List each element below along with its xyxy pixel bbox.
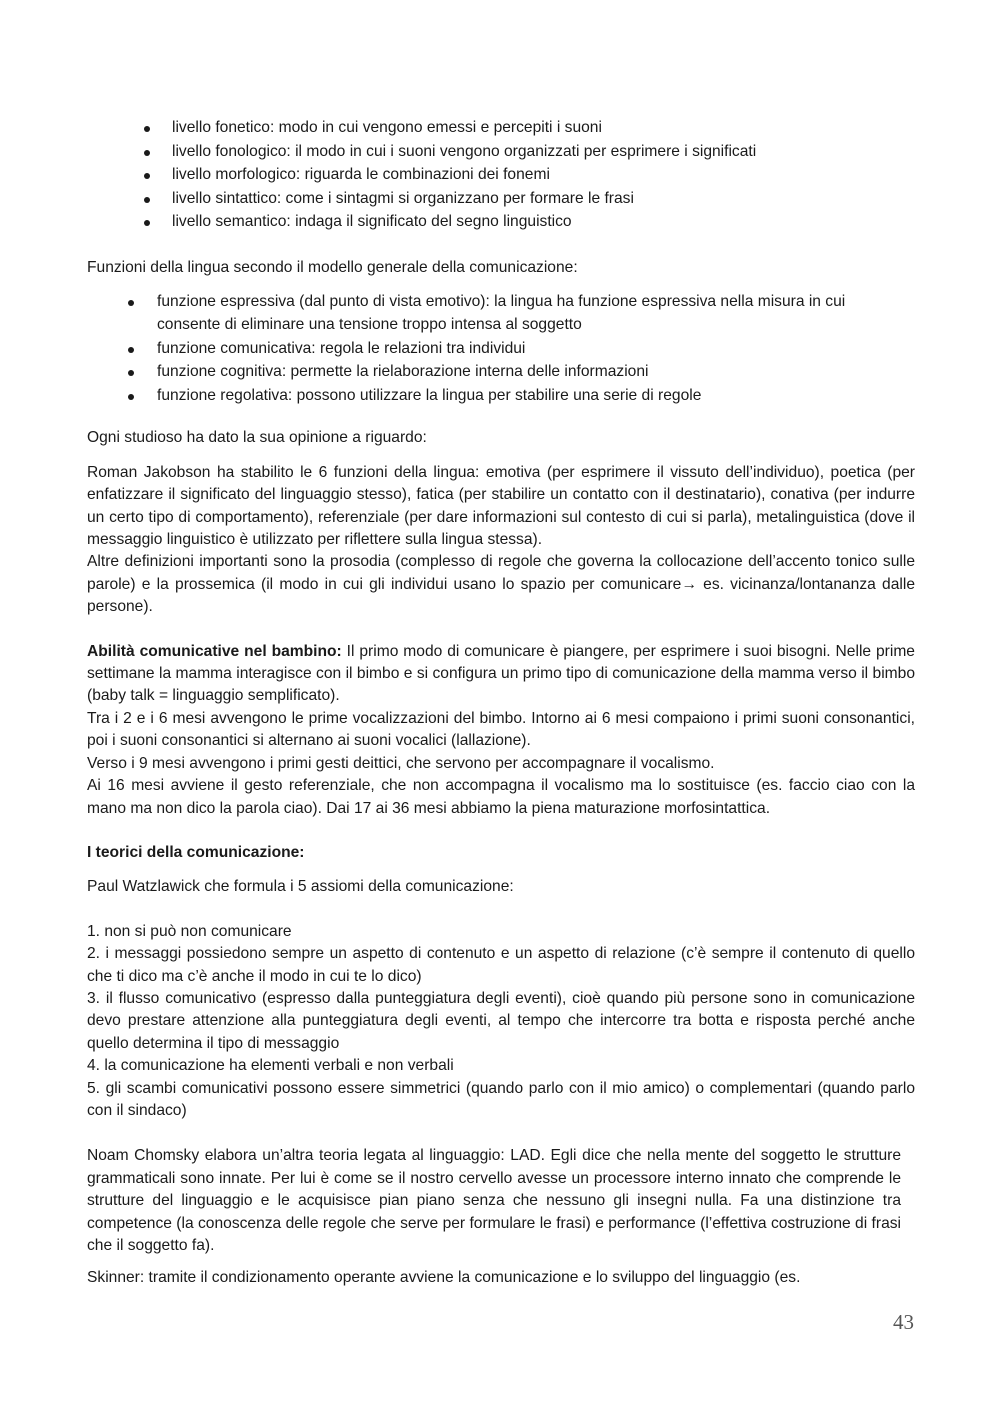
section-heading: Abilità comunicative nel bambino: xyxy=(87,642,342,660)
jakobson-paragraph: Roman Jakobson ha stabilito le 6 funzioni della lingua: emotiva (per esprimere il vissuto dell’individuo), poetica (per enfatizzare il significato del linguaggio stesso), fatica (per stabilire un contatto con il destinatario), conativa (per indurre un certo tipo di comportamento), referenziale (per dare informazioni sul contesto di cui si parla), metalinguistica (dove il messaggio linguistico è utilizzato per riflettere sulla lingua stessa). xyxy=(87,463,915,549)
functions-intro: Funzioni della lingua secondo il modello generale della comunicazione: xyxy=(87,258,578,276)
child-paragraph: Verso i 9 mesi avvengono i primi gesti deittici, che servono per accompagnare il vocalismo. xyxy=(87,754,715,772)
axioms-list xyxy=(87,921,915,1123)
list-item: livello sintattico: come i sintagmi si organizzano per formare le frasi xyxy=(87,187,915,211)
list-item: funzione cognitiva: permette la rielaborazione interna delle informazioni xyxy=(87,360,893,384)
list-item: livello semantico: indaga il significato del segno linguistico xyxy=(87,210,915,234)
list-item: funzione regolativa: possono utilizzare la lingua per stabilire una serie di regole xyxy=(87,384,893,408)
watzlawick-intro: Paul Watzlawick che formula i 5 assiomi della comunicazione: xyxy=(87,878,514,896)
section-heading: I teorici della comunicazione: xyxy=(87,843,305,861)
language-functions-list xyxy=(87,290,915,408)
axiom-item: 3. il flusso comunicativo (espresso dalla punteggiatura degli eventi), cioè quando più persone sono in comunicazione devo prestare attenzione alla punteggiatura degli eventi, al tempo che intercorre tra botta e risposta perché anche quello determina il tipo di messaggio xyxy=(87,989,915,1052)
child-paragraph: Tra i 2 e i 6 mesi avvengono le prime vocalizzazioni del bimbo. Intorno ai 6 mesi compaiono i primi suoni consonantici, poi i suoni consonantici si alternano ai suoni vocalici (lallazione). xyxy=(87,709,915,750)
skinner-paragraph: Skinner: tramite il condizionamento operante avviene la comunicazione e lo sviluppo del linguaggio (es. xyxy=(87,1269,801,1287)
linguistic-levels-list xyxy=(87,116,915,234)
axiom-item: 4. la comunicazione ha elementi verbali e non verbali xyxy=(87,1057,454,1075)
axiom-item: 1. non si può non comunicare xyxy=(87,922,292,940)
list-item: funzione espressiva (dal punto di vista emotivo): la lingua ha funzione espressiva nella misura in cui consente di eliminare una tensione troppo intensa al soggetto xyxy=(87,290,893,337)
list-item: funzione comunicativa: regola le relazioni tra individui xyxy=(87,337,893,361)
opinion-intro: Ogni studioso ha dato la sua opinione a riguardo: xyxy=(87,429,427,447)
document-page xyxy=(87,116,915,1290)
prosody-paragraph: Altre definizioni importanti sono la prosodia (complesso di regole che governa la collocazione dell’accento tonico sulle parole) e la prossemica (il modo in cui gli individui usano lo spazio per comunicare→ es. vicinanza/lontananza dalle persone). xyxy=(87,553,915,616)
list-item: livello morfologico: riguarda le combinazioni dei fonemi xyxy=(87,163,915,187)
list-item: livello fonetico: modo in cui vengono emessi e percepiti i suoni xyxy=(87,116,915,140)
list-item: livello fonologico: il modo in cui i suoni vengono organizzati per esprimere i significati xyxy=(87,140,915,164)
page-number: 43 xyxy=(893,1310,914,1334)
axiom-item: 2. i messaggi possiedono sempre un aspetto di contenuto e un aspetto di relazione (c’è sempre il contenuto di quello che ti dico ma c’è anche il modo in cui te lo dico) xyxy=(87,945,915,985)
axiom-item: 5. gli scambi comunicativi possono essere simmetrici (quando parlo con il mio amico) o complementari (quando parlo con il sindaco) xyxy=(87,1079,915,1119)
child-paragraph: Ai 16 mesi avviene il gesto referenziale, che non accompagna il vocalismo ma lo sostituisce (es. faccio ciao con la mano ma non dico la parola ciao). Dai 17 ai 36 mesi abbiamo la piena maturazione morfosintattica. xyxy=(87,777,915,817)
child-paragraph-text: Il primo modo di comunicare è piangere, per esprimere i suoi bisogni. Nelle prime settimane la mamma interagisce con il bimbo e si configura un primo tipo di comunicazione della mamma verso il bimbo (baby talk = linguaggio semplificato). xyxy=(87,642,915,705)
child-section xyxy=(87,641,915,708)
chomsky-paragraph: Noam Chomsky elabora un’altra teoria legata al linguaggio: LAD. Egli dice che nella mente del soggetto le strutture grammaticali sono innate. Per lui è come se il nostro cervello avesse un processore interno innato che comprende le strutture del linguaggio e le acquisisce pian piano senza che nessuno gli insegni nulla. Fa una distinzione tra competence (la conoscenza delle regole che serve per formulare le frasi) e performance (l’effettiva costruzione di frasi che il soggetto fa). xyxy=(87,1147,901,1254)
